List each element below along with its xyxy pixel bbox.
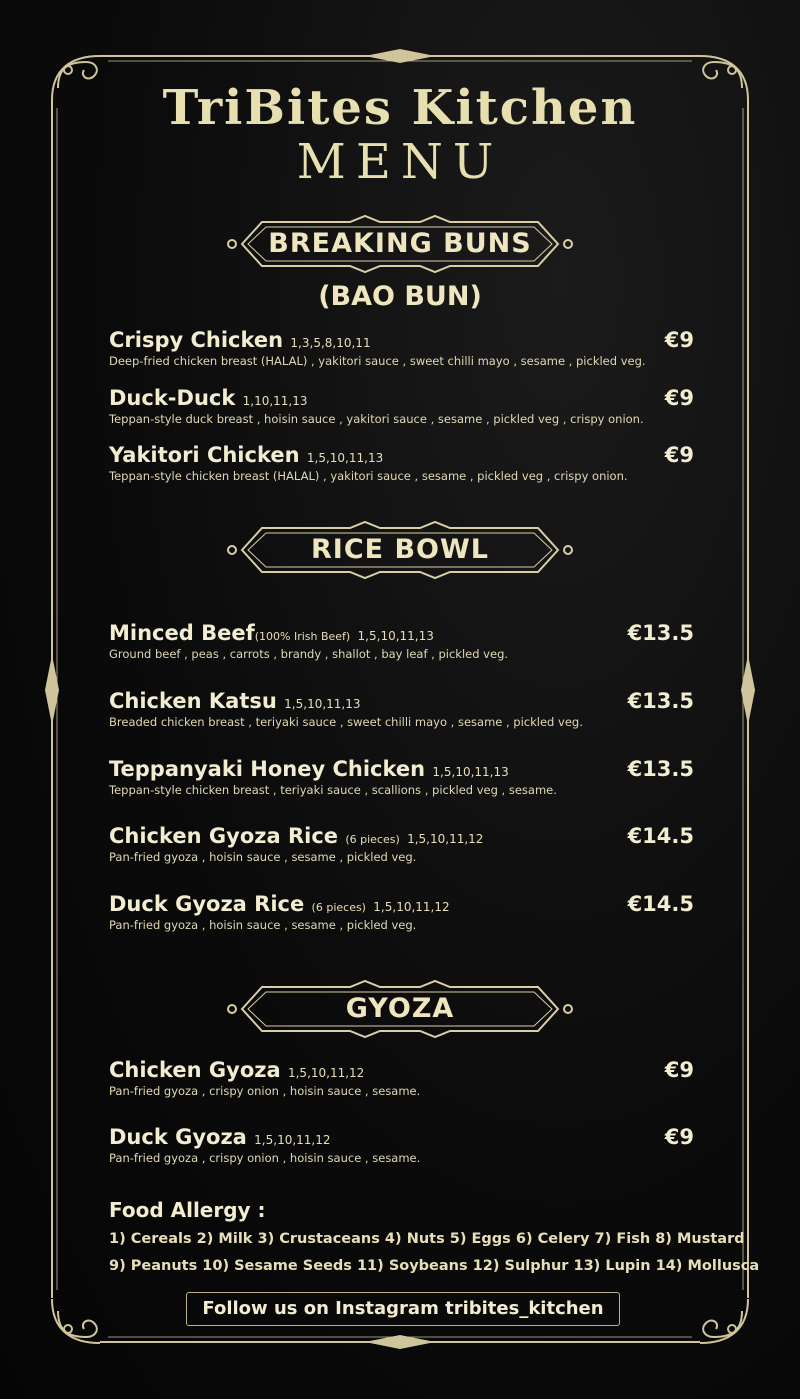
item-description: Pan-fried gyoza , hoisin sauce , sesame , pickled veg.	[109, 850, 417, 864]
item-name: Chicken Gyoza	[109, 1058, 281, 1082]
section-title: RICE BOWL	[310, 534, 489, 565]
item-allergens: 1,3,5,8,10,11	[290, 336, 371, 350]
item-name: Teppanyaki Honey Chicken	[109, 757, 426, 781]
item-price: €9	[664, 1125, 694, 1149]
item-name: Chicken Gyoza Rice	[109, 824, 339, 848]
section-banner-gyoza	[220, 977, 580, 1041]
item-note: (100% Irish Beef)	[254, 630, 351, 643]
item-price: €13.5	[627, 621, 694, 645]
menu-item	[109, 328, 694, 368]
menu-item	[109, 824, 694, 864]
section-subtitle: (BAO BUN)	[318, 281, 482, 312]
item-name: Yakitori Chicken	[109, 443, 300, 467]
item-price: €9	[664, 386, 694, 410]
item-name: Duck Gyoza	[109, 1125, 247, 1149]
allergy-list-line-1: 1) Cereals 2) Milk 3) Crustaceans 4) Nuts 5) Eggs 6) Celery 7) Fish 8) Mustard	[109, 1231, 745, 1247]
item-description: Deep-fried chicken breast (HALAL) , yakitori sauce , sweet chilli mayo , sesame , pickled veg.	[109, 354, 646, 368]
item-allergens: 1,5,10,11,13	[284, 697, 361, 711]
menu-item	[109, 621, 694, 661]
item-name: Minced Beef	[109, 621, 255, 645]
item-price: €14.5	[627, 892, 694, 916]
item-name: Chicken Katsu	[109, 689, 277, 713]
menu-item	[109, 1125, 694, 1165]
item-allergens: 1,5,10,11,13	[306, 451, 384, 465]
item-allergens: 1,5,10,11,12	[287, 1066, 365, 1080]
item-name: Duck-Duck	[109, 386, 236, 410]
menu-item	[109, 892, 694, 932]
item-description: Teppan-style duck breast , hoisin sauce , yakitori sauce , sesame , pickled veg , crispy onion.	[109, 412, 644, 426]
item-description: Teppan-style chicken breast (HALAL) , yakitori sauce , sesame , pickled veg , crispy onion.	[109, 469, 628, 483]
item-allergens: 1,5,10,11,13	[357, 629, 434, 643]
item-price: €13.5	[627, 689, 694, 713]
restaurant-name: TriBites Kitchen	[162, 80, 638, 136]
instagram-handle-box: Follow us on Instagram tribites_kitchen	[186, 1292, 620, 1326]
item-allergens: 1,5,10,11,13	[432, 765, 509, 779]
item-price: €13.5	[627, 757, 694, 781]
item-name: Crispy Chicken	[109, 328, 284, 352]
item-price: €14.5	[627, 824, 694, 848]
menu-item	[109, 443, 694, 483]
item-name: Duck Gyoza Rice	[109, 892, 305, 916]
item-note: (6 pieces)	[345, 833, 400, 846]
food-allergy-heading: Food Allergy :	[109, 1198, 266, 1222]
section-title: GYOZA	[345, 993, 455, 1024]
item-allergens: 1,5,10,11,12	[407, 832, 484, 846]
menu-item	[109, 386, 694, 426]
item-price: €9	[664, 1058, 694, 1082]
item-description: Teppan-style chicken breast , teriyaki sauce , scallions , pickled veg , sesame.	[109, 783, 557, 797]
menu-item	[109, 1058, 694, 1098]
item-description: Pan-fried gyoza , crispy onion , hoisin sauce , sesame.	[109, 1084, 421, 1098]
item-allergens: 1,5,10,11,12	[373, 900, 450, 914]
item-note: (6 pieces)	[311, 901, 366, 914]
item-allergens: 1,5,10,11,12	[254, 1133, 331, 1147]
menu-heading: MENU	[296, 134, 504, 190]
menu-item	[109, 689, 694, 729]
item-price: €9	[664, 443, 694, 467]
item-description: Breaded chicken breast , teriyaki sauce , sweet chilli mayo , sesame , pickled veg.	[109, 715, 583, 729]
item-description: Ground beef , peas , carrots , brandy , shallot , bay leaf , pickled veg.	[109, 647, 509, 661]
menu-item	[109, 757, 694, 797]
section-title: BREAKING BUNS	[268, 228, 532, 259]
item-description: Pan-fried gyoza , crispy onion , hoisin sauce , sesame.	[109, 1151, 421, 1165]
item-description: Pan-fried gyoza , hoisin sauce , sesame , pickled veg.	[109, 918, 417, 932]
section-banner-rice-bowl	[220, 518, 580, 582]
allergy-list-line-2: 9) Peanuts 10) Sesame Seeds 11) Soybeans 12) Sulphur 13) Lupin 14) Mollusca	[109, 1258, 760, 1274]
section-banner-breaking-buns	[220, 212, 580, 276]
item-allergens: 1,10,11,13	[242, 394, 308, 408]
item-price: €9	[664, 328, 694, 352]
